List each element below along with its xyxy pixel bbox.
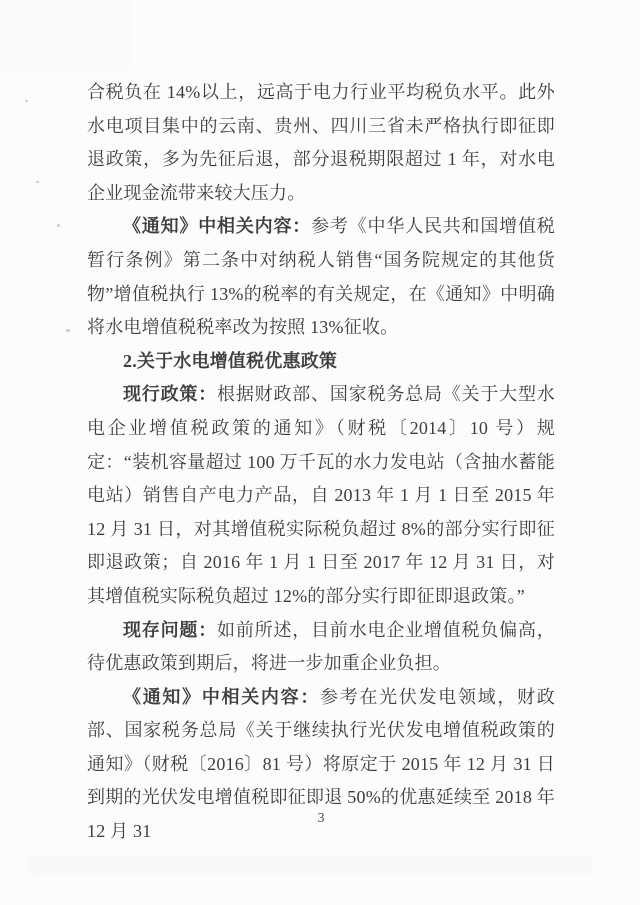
- scan-speck: [36, 181, 39, 183]
- paragraph-text: 如前所述，目前水电企业增值税负偏高，待优惠政策到期后，将进一步加重企业负担。: [87, 619, 555, 674]
- paragraph-existing-problems: [87, 614, 555, 681]
- paragraph-notice-related-content-1: [87, 210, 555, 344]
- paragraph-text: 参考《中华人民共和国增值税暂行条例》第二条中对纳税人销售“国务院规定的其他货物”增值税执行 13%的税率的有关规定，在《通知》中明确将水电增值税税率改为按照 13%征收。: [87, 216, 555, 338]
- scan-speck: [57, 224, 60, 227]
- paragraph-text: 根据财政部、国家税务总局《关于大型水电企业增值税政策的通知》（财税〔2014〕10 号）规定：“装机容量超过 100 万千瓦的水力发电站（含抽水蓄能电站）销售自产电力产品，自 2013 年 1 月 1 日至 2015 年 12 月 31 日，对其增值税实际税负超过 8%的部分实行即征即退政策；自 2016 年 1 月 1 日至 2017 年 12 月 31 日，对其增值税实际税负超过 12%的部分实行即征即退政策。”: [87, 384, 555, 606]
- scan-smudge-top-left: [0, 0, 130, 70]
- heading-text: 2.关于水电增值税优惠政策: [123, 350, 338, 371]
- section-heading-2-hydropower-vat-preferential-policy: [87, 345, 555, 379]
- scan-smudge-bottom: [28, 856, 593, 878]
- scan-speck: [25, 100, 28, 102]
- paragraph-text: 参考在光伏发电领域，财政部、国家税务总局《关于继续执行光伏发电增值税政策的通知》（财税〔2016〕81 号）将原定于 2015 年 12 月 31 日到期的光伏发电增值税即征即退 50%的优惠延续至 2018 年 12 月 31: [87, 686, 555, 842]
- paragraph-lead: 《通知》中相关内容：: [123, 216, 312, 237]
- document-body-text: [87, 76, 555, 849]
- paragraph-tax-burden-continuation: [87, 76, 555, 210]
- paragraph-lead: 《通知》中相关内容：: [123, 686, 321, 707]
- paragraph-lead: 现行政策：: [123, 384, 218, 405]
- scan-speck: [66, 329, 70, 332]
- paragraph-lead: 现存问题：: [123, 619, 218, 640]
- paragraph-text: 合税负在 14%以上，远高于电力行业平均税负水平。此外水电项目集中的云南、贵州、四川三省未严格执行即征即退政策，多为先征后退，部分退税期限超过 1 年，对水电企业现金流带来较大压力。: [87, 82, 555, 203]
- page-number: 3: [317, 811, 325, 826]
- paragraph-current-policy: [87, 378, 555, 613]
